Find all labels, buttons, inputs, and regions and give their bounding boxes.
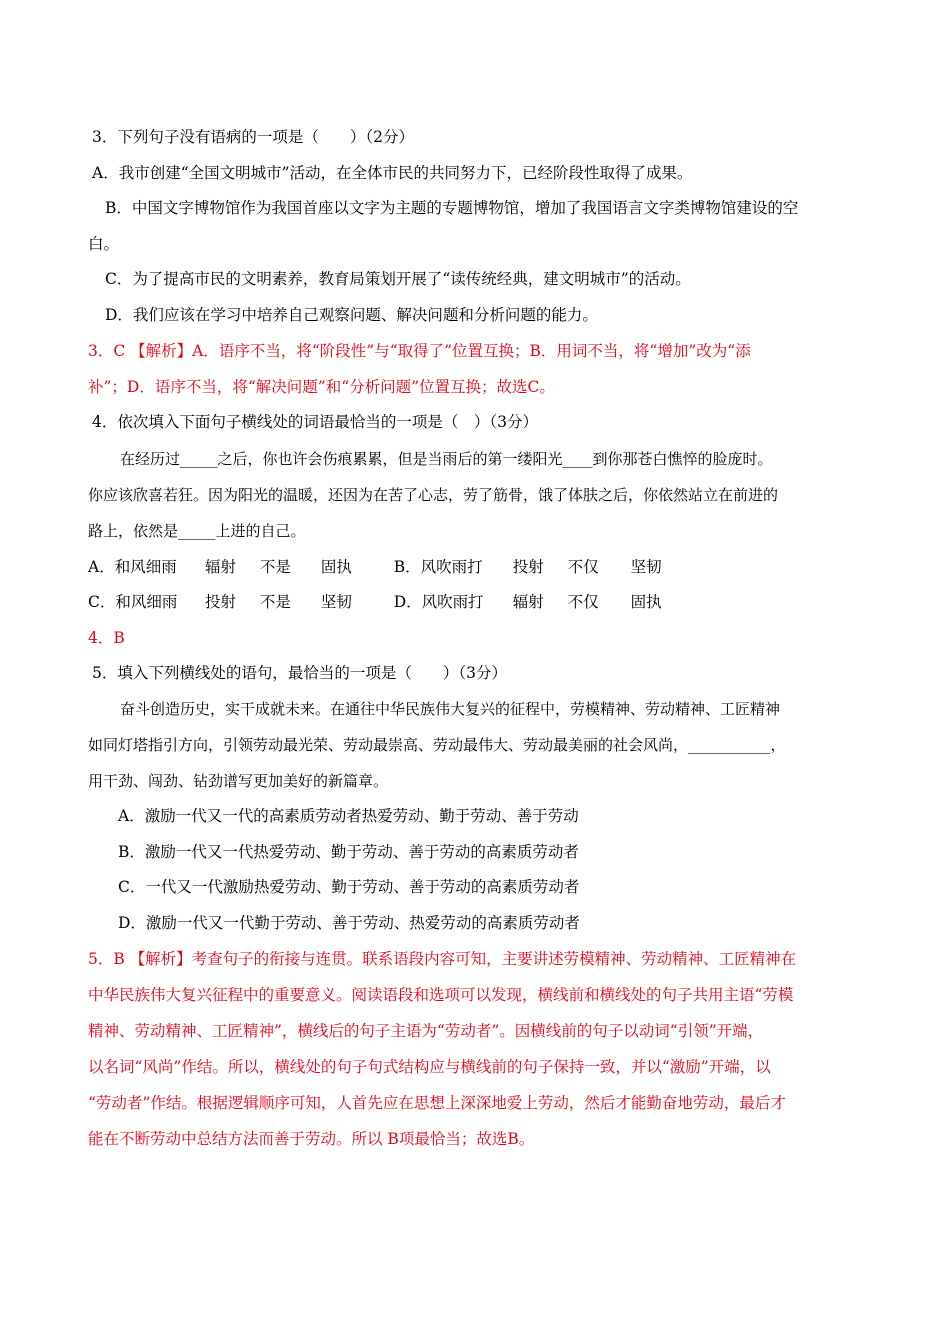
q4-option-d-word4: 固执 [630,593,662,611]
q5-option-a: A．激励一代又一代的高素质劳动者热爱劳动、勤于劳动、善于劳动 [118,807,579,825]
q3-option-c: C．为了提高市民的文明素养，教育局策划开展了“读传统经典，建文明城市”的活动。 [105,270,691,288]
q4-option-b-word1: B．风吹雨打 [393,558,483,576]
q3-stem: 3．下列句子没有语病的一项是（ ）（2分） [92,128,414,146]
q4-option-c-word2: 投射 [204,593,236,611]
q4-option-c-word1: C．和风细雨 [88,593,178,611]
q5-stem: 5．填入下列横线处的语句，最恰当的一项是（ ）（3分） [92,664,507,682]
q4-options-row1 [88,557,662,577]
q4-option-a-word1: A．和风细雨 [88,558,177,576]
q5-option-c: C．一代又一代激励热爱劳动、勤于劳动、善于劳动的高素质劳动者 [118,878,580,896]
q4-stem: 4．依次填入下面句子横线处的词语最恰当的一项是（ ）（3分） [92,413,538,431]
q4-answer: 4．B [88,629,125,647]
q5-option-b: B．激励一代又一代热爱劳动、勤于劳动、善于劳动的高素质劳动者 [118,843,579,861]
q4-option-d-word3: 不仅 [567,593,599,611]
q5-answer-line1: 5．B 【解析】考查句子的衔接与连贯。联系语段内容可知，主要讲述劳模精神、劳动精神、工匠精神在 [88,950,797,968]
q5-passage-line1: 奋斗创造历史，实干成就未来。在通往中华民族伟大复兴的征程中，劳模精神、劳动精神、工匠精神 [120,700,781,718]
q3-option-b-line1: B．中国文字博物馆作为我国首座以文字为主题的专题博物馆，增加了我国语言文字类博物馆建设的空 [105,199,799,217]
q3-option-b-line2: 白。 [88,235,120,253]
q4-option-b-word2: 投射 [512,558,544,576]
q4-option-d-word2: 辐射 [512,593,544,611]
q5-option-d: D．激励一代又一代勤于劳动、善于劳动、热爱劳动的高素质劳动者 [118,914,580,932]
q4-passage-line2: 你应该欣喜若狂。因为阳光的温暖，还因为在苦了心志，劳了筋骨，饿了体肤之后，你依然站立在前进的 [88,486,779,504]
q5-answer-line2: 中华民族伟大复兴征程中的重要意义。阅读语段和选项可以发现，横线前和横线处的句子共用主语“劳模 [88,986,794,1004]
q4-option-a-word4: 固执 [320,558,352,576]
q4-passage-line3: 路上，依然是_____上进的自己。 [88,522,306,540]
q3-option-a: A．我市创建“全国文明城市”活动，在全体市民的共同努力下，已经阶段性取得了成果。 [92,164,693,182]
q4-option-d-word1: D．风吹雨打 [393,593,484,611]
q3-answer-line1: 3．C 【解析】A．语序不当，将“阶段性”与“取得了”位置互换；B．用词不当，将“增加”改为“添 [88,342,751,360]
q4-option-b-word3: 不仅 [567,558,599,576]
q5-passage-line3: 用干劲、闯劲、钻劲谱写更加美好的新篇章。 [88,772,389,790]
q5-answer-line6: 能在不断劳动中总结方法而善于劳动。所以 B项最恰当；故选B。 [88,1130,535,1148]
q4-option-a-word3: 不是 [259,558,291,576]
q4-passage-line1: 在经历过_____之后，你也许会伤痕累累，但是当雨后的第一缕阳光____到你那苍白憔悴的脸庞时。 [120,450,773,468]
q4-option-c-word3: 不是 [259,593,291,611]
q4-option-a-word2: 辐射 [204,558,236,576]
q3-option-d: D．我们应该在学习中培养自己观察问题、解决问题和分析问题的能力。 [105,306,598,324]
q4-option-c-word4: 坚韧 [320,593,352,611]
q4-option-b-word4: 坚韧 [630,558,662,576]
q5-answer-line4: 以名词“风尚”作结。所以，横线处的句子句式结构应与横线前的句子保持一致，并以“激励”开端，以 [88,1058,771,1076]
q3-answer-line2: 补”；D．语序不当，将“解决问题”和“分析问题”位置互换；故选C。 [88,378,555,396]
q5-passage-line2: 如同灯塔指引方向，引领劳动最光荣、劳动最崇高、劳动最伟大、劳动最美丽的社会风尚，___________， [88,736,786,754]
q5-answer-line5: “劳动者”作结。根据逻辑顺序可知，人首先应在思想上深深地爱上劳动，然后才能勤奋地劳动，最后才 [88,1094,786,1112]
q4-options-row2 [88,592,662,612]
q5-answer-line3: 精神、劳动精神、工匠精神”，横线后的句子主语为“劳动者”。因横线前的句子以动词“引领”开端， [88,1022,764,1040]
